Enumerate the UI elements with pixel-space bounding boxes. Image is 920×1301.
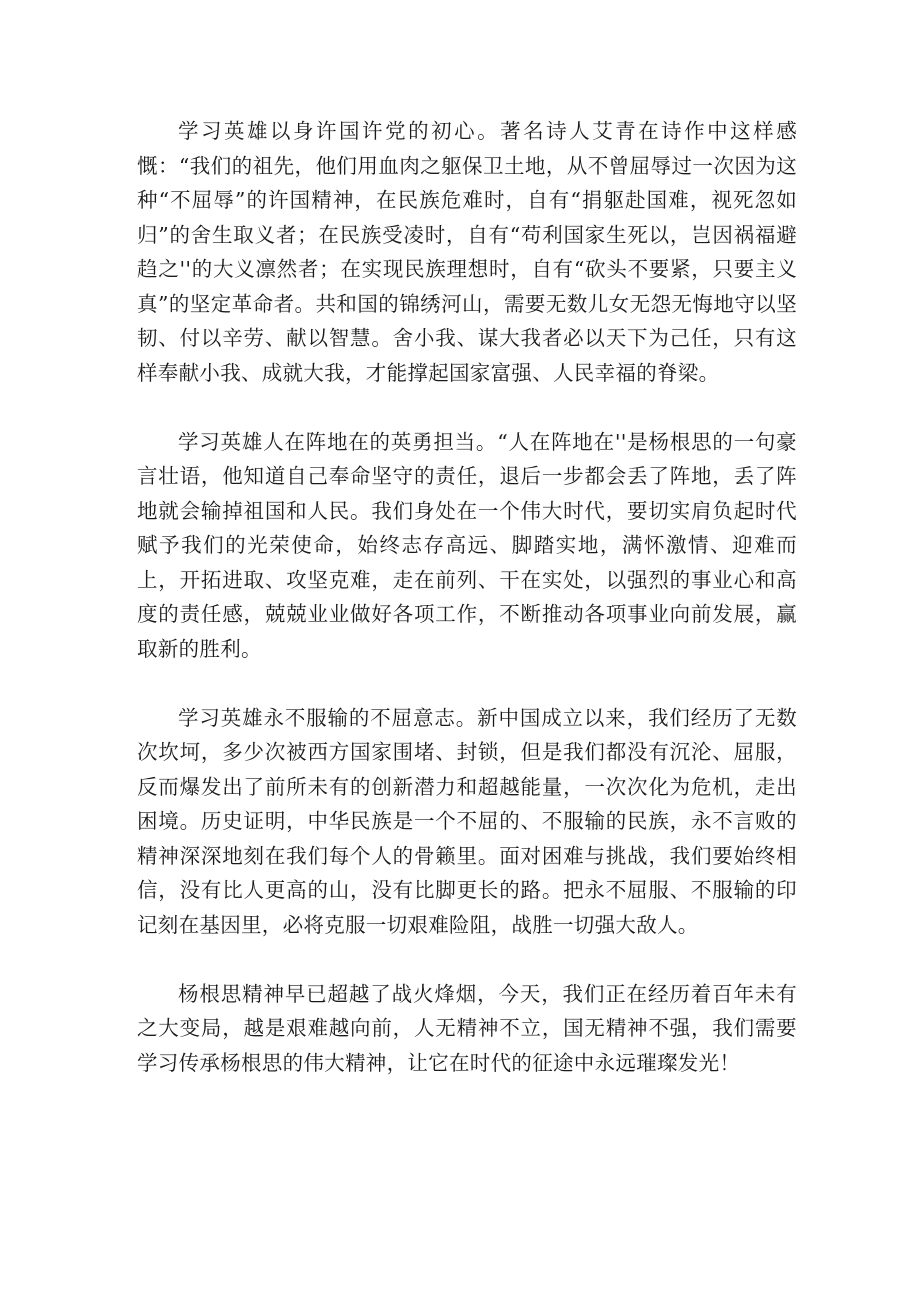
paragraph-unyielding-will: 学习英雄永不服输的不屈意志。新中国成立以来，我们经历了无数次坎坷，多少次被西方国家围堵、封锁，但是我们都没有沉沦、屈服，反而爆发出了前所未有的创新潜力和超越能量，一次次化为危机，走出困境。历史证明，中华民族是一个不屈的、不服输的民族，永不言败的精神深深地刻在我们每个人的骨籁里。面对困难与挑战，我们要始终相信，没有比人更高的山，没有比脚更长的路。把永不屈服、不服输的印记刻在基因里，必将克服一切艰难险阻，战胜一切强大敌人。 (137, 705, 797, 937)
paragraph-initial-aspiration: 学习英雄以身许国许党的初心。著名诗人艾青在诗作中这样感慨：“我们的祖先，他们用血肉之躯保卫土地，从不曾屈辱过一次因为这种“不屈辱”的许国精神，在民族危难时，自有“捐躯赴国难，视死忽如归”的舍生取义者；在民族受凌时，自有“苟利国家生死以，岂因祸福避趋之''的大义凛然者；在实现民族理想时，自有“砍头不要紧，只要主义真”的坚定革命者。共和国的锦绣河山，需要无数儿女无怨无悔地守以坚韧、付以辛劳、献以智慧。舍小我、谋大我者必以天下为己任，只有这样奉献小我、成就大我，才能撑起国家富强、人民幸福的脊梁。 (137, 119, 797, 385)
paragraph-heroic-responsibility: 学习英雄人在阵地在的英勇担当。“人在阵地在''是杨根思的一句豪言壮语，他知道自己奉命坚守的责任，退后一步都会丢了阵地，丢了阵地就会输掉祖国和人民。我们身处在一个伟大时代，要切实肩负起时代赋予我们的光荣使命，始终志存高远、脚踏实地，满怀激情、迎难而上，开拓进取、攻坚克难，走在前列、干在实处，以强烈的事业心和高度的责任感，兢兢业业做好各项工作，不断推动各项事业向前发展，赢取新的胜利。 (137, 429, 797, 661)
paragraph-conclusion: 杨根思精神早已超越了战火烽烟，今天，我们正在经历着百年未有之大变局，越是艰难越向前，人无精神不立，国无精神不强，我们需要学习传承杨根思的伟大精神，让它在时代的征途中永远璀璨发光！ (137, 981, 797, 1075)
document-body (137, 114, 797, 1080)
